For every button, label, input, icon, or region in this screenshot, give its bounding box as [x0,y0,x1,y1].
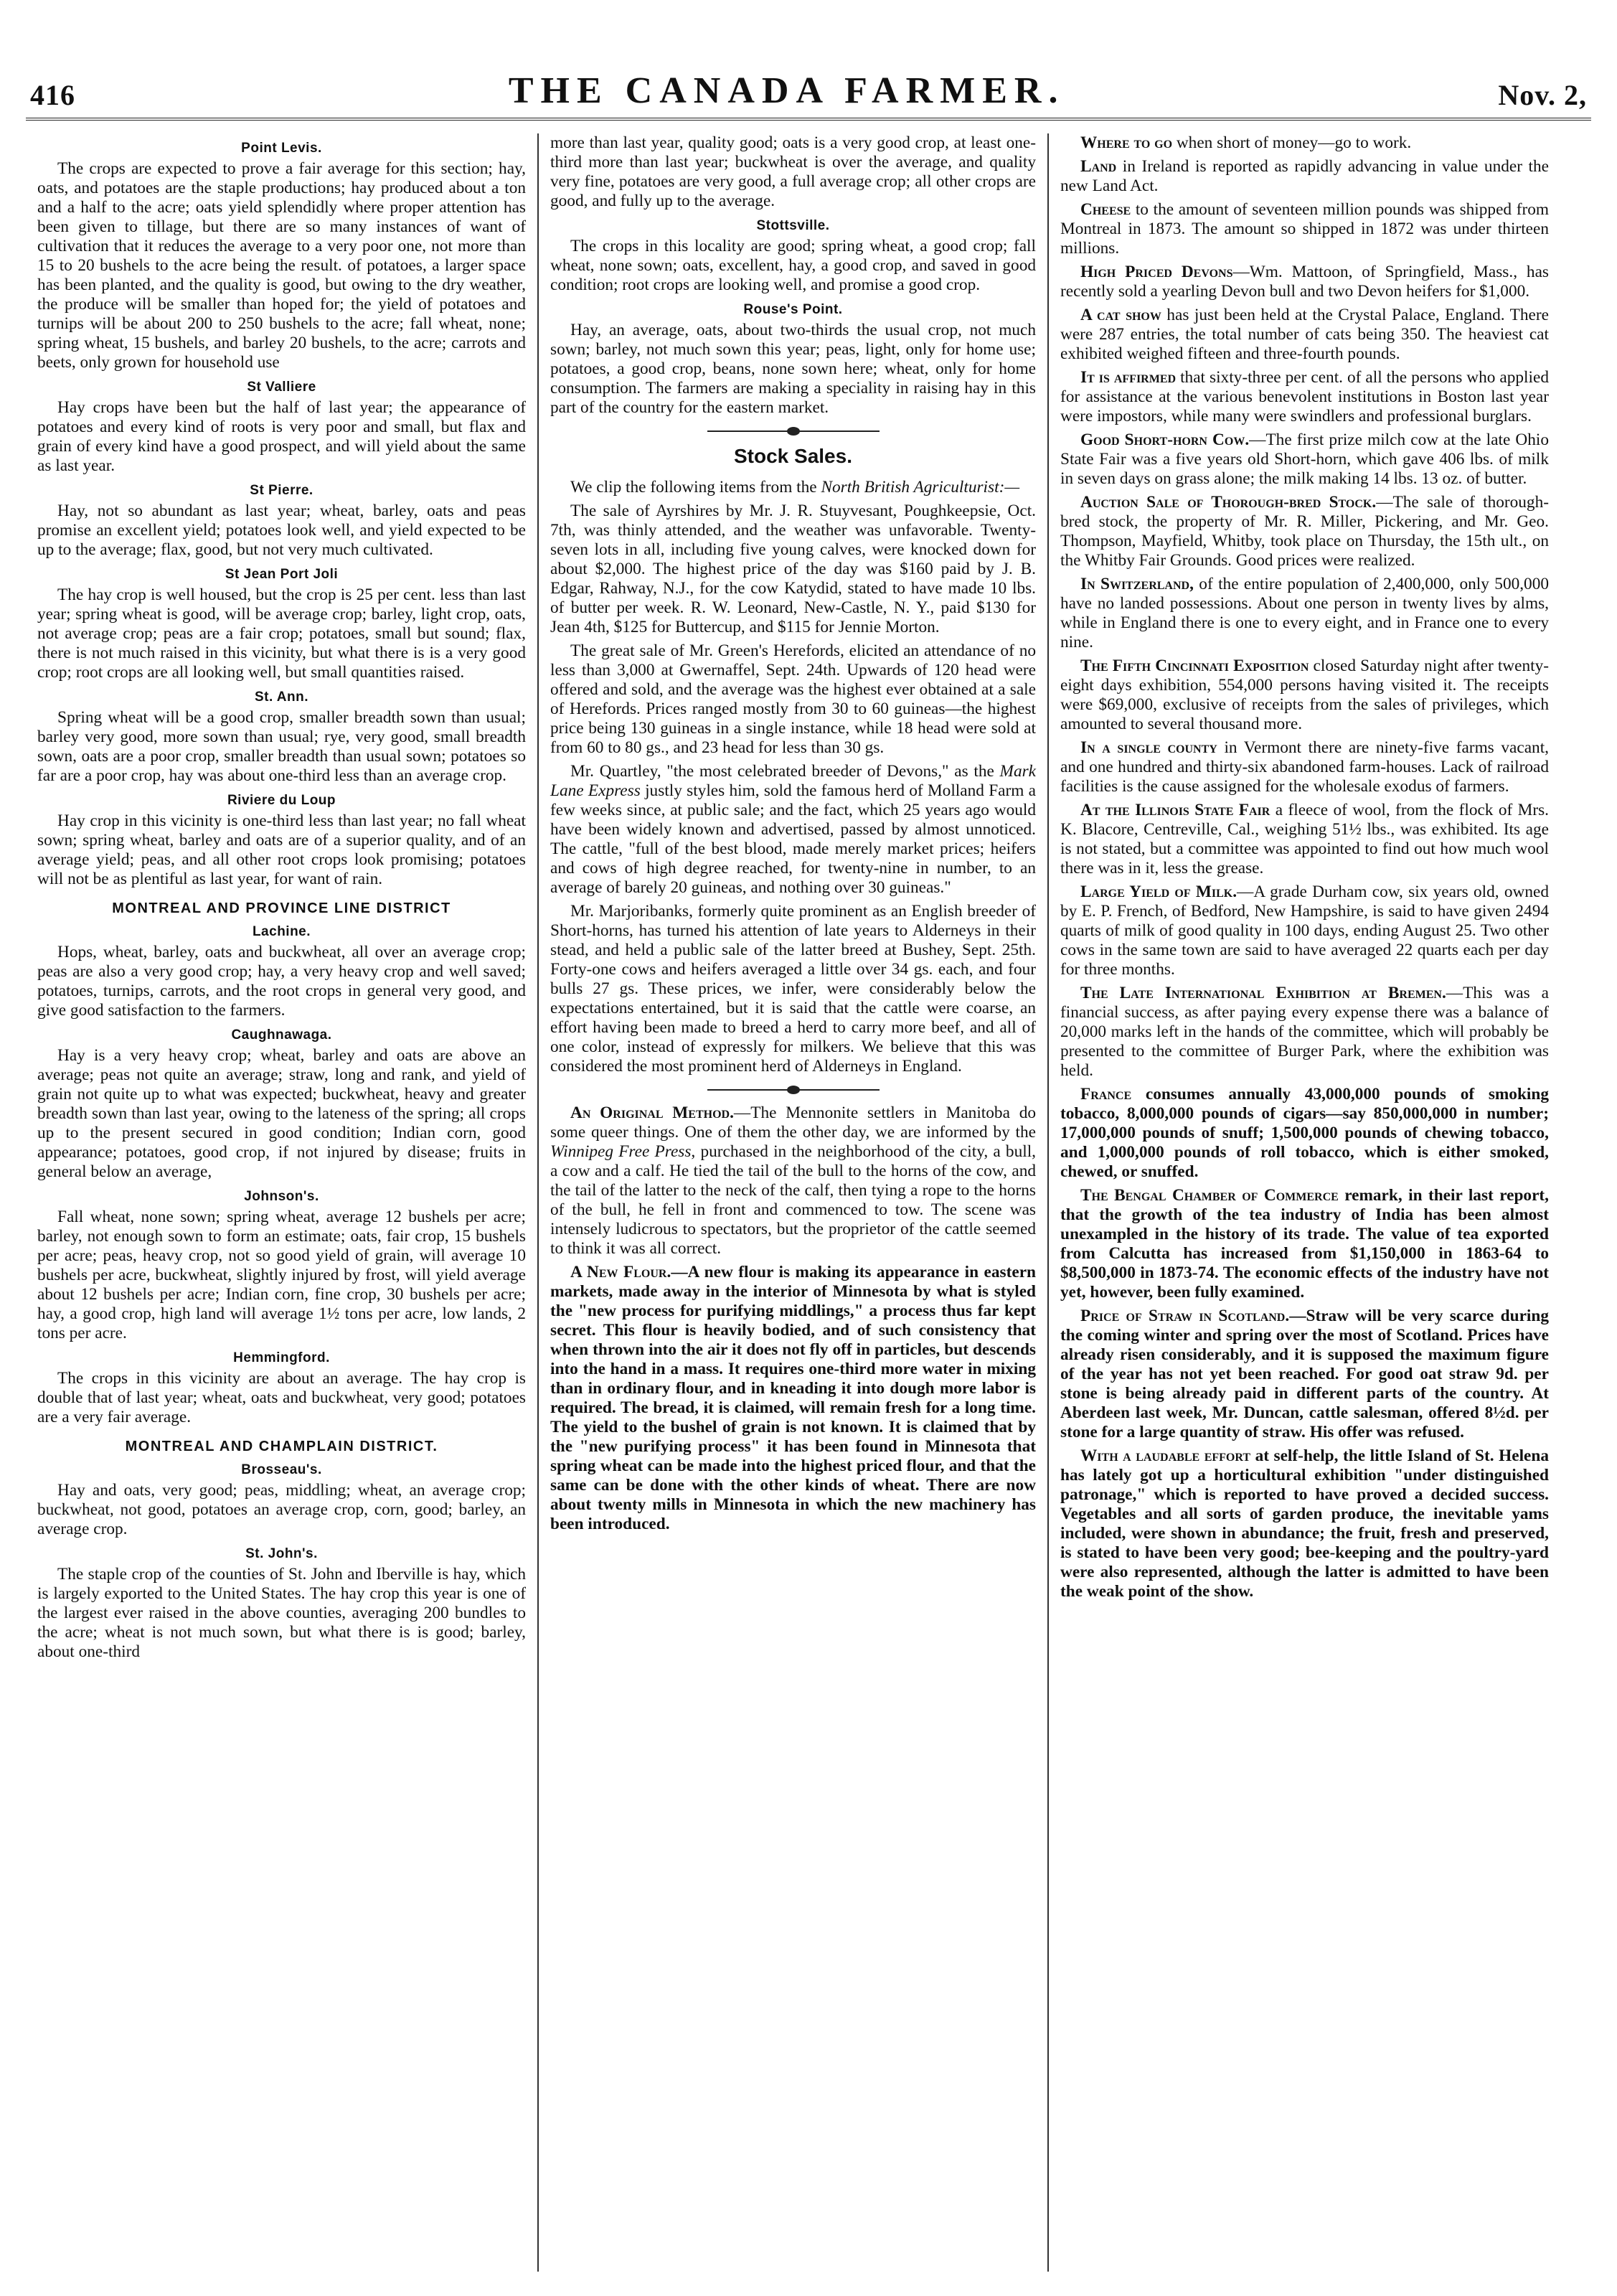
column-middle [537,133,1049,2272]
location-heading: St. Ann. [254,690,309,705]
item-text: has just been held at the Crystal Palace, England. There were 287 entries, the total number of cats being 350. The heaviest cat exhibited weighed fifteen and three-fourth pounds. [1060,306,1549,363]
crop-report: Hay, not so abundant as last year; wheat, barley, oats and peas promise an excellent yield; potatoes look well, and yield expected to be up to the average; flax, good, but not very much cultivated. [37,502,526,559]
item-lead: In Switzerland, [1080,575,1194,593]
crop-report: Hay and oats, very good; peas, middling; wheat, an average crop; buckwheat, not good, potatoes an average crop, corn, good; barley, an average crop. [37,1481,526,1538]
item-text: —The sale of thorough-bred stock, the property of Mr. R. Miller, Pickering, and Mr. Geo. Thompson, Mayfield, Whitby, took place on Thursday, the 15th ult., on the Whitby Fair Grounds. Good prices were realized. [1060,493,1549,570]
item-lead: Large Yield of Milk. [1080,883,1238,901]
item-text: that sixty-three per cent. of all the persons who applied for assistance at the various benevolent institutions in Boston last year were impostors, while many were swindlers and professional burglars. [1060,368,1549,425]
location-heading: St Pierre. [250,483,314,498]
article-paragraph: Mr. Marjoribanks, formerly quite prominent as an English breeder of Short-horns, has turned his attention of late years to Alderneys in their stead, and held a public sale of the latter breed at Bushey, Sept. 25th. Forty-one cows and heifers averaged a little over 34 gs. each, and four bulls 27 gs. These prices, we infer, were considerably below the expectations entertained, but it is said that the cattle were coarse, an effort having been made to breed a herd to carry more beef, and all of one color, instead of expressly for milkers. We believe that this was considered the most prominent herd of Alderneys in England. [550,902,1036,1076]
item-lead: France [1080,1085,1132,1104]
location-heading: Point Levis. [241,141,322,156]
intro-paragraph [550,478,1036,497]
masthead [26,43,1591,121]
location-heading: Hemmingford. [233,1350,330,1365]
item-text: remark, in their last report, that the growth of the tea industry of India has been almost unexampled in the history of its trade. The value of tea exported from Calcutta has increased from $1,150,000 in 1863-64 to $8,500,000 in 1873-74. The economic effects of the industry have not yet, however, been fully examined. [1060,1186,1550,1302]
news-item [1060,200,1549,258]
newspaper-title: THE CANADA FARMER. [508,70,1065,111]
column-left [26,133,537,2272]
crop-report: Hops, wheat, barley, oats and buckwheat, all over an average crop; peas are also a very good crop; hay, a very heavy crop and well saved; potatoes, turnips, carrots, and the root crops in general very good, and give good satisfaction to the farmers. [37,943,526,1020]
article-original-method [550,1104,1036,1258]
issue-date: Nov. 2, [1498,79,1587,111]
news-item [1060,738,1549,796]
article-headline: An Original Method. [570,1104,734,1122]
location-heading: St Valliere [247,380,316,395]
location-heading: Johnson's. [244,1189,319,1204]
item-text: in Vermont there are ninety-five farms vacant, and one hundred and thirty-six abandoned farm-houses. Lack of railroad facilities is the cause assigned for the wholesale exodus of farmers. [1060,738,1549,796]
article-headline: A New Flour. [570,1263,671,1281]
news-item [1060,1307,1549,1442]
news-item [1060,306,1549,364]
crop-report: Fall wheat, none sown; spring wheat, average 12 bushels per acre; barley, not enough sown to form an estimate; oats, fair crop, 15 bushels per acre; peas, heavy crop, not so good yield of grain, will average 10 bushels per acre, buckwheat, slightly injured by frost, will yield average about 12 bushels per acre; Indian corn, fine crop, 30 bushels per acre; hay, a good crop, high land will average 1½ tons per acre, low lands, 2 tons per acre. [37,1208,526,1342]
crop-report: The staple crop of the counties of St. John and Iberville is hay, which is largely exported to the United States. The hay crop this year is one of the largest ever raised in the above counties, averaging 200 bundles to the acre; wheat is not much sown, but what there is is good; barley, about one-third [37,1565,526,1661]
text-part: —The Mennonite settlers in Manitoba do some queer things. One of them the other day, we are informed by the [550,1104,1036,1142]
crop-report: Hay crop in this vicinity is one-third less than last year; no fall wheat sown; spring wheat, barley and oats are of a superior quality, and of an average yield; peas, and all other root crops look promising; potatoes will not be as plentiful as last year, for want of rain. [37,811,526,888]
item-text: —Wm. Mattoon, of Springfield, Mass., has recently sold a yearling Devon bull and two Devon heifers for $1,000. [1060,263,1549,301]
crop-report: The hay crop is well housed, but the crop is 25 per cent. less than last year; spring wheat is good, will be average crop; barley, light crop, oats, not average crop; peas are a fair crop; potatoes, small but sound; flax, there is not much raised in this vicinity, but what there is is a very good crop; root crops are all looking well, but small quantities raised. [37,585,526,682]
location-heading: Rouse's Point. [743,302,843,317]
news-item [1060,157,1549,196]
item-lead: The Late International Exhibition at Bremen. [1080,984,1446,1002]
item-lead: With a laudable effort [1080,1446,1251,1465]
item-lead: It is affirmed [1080,368,1177,387]
news-item [1060,368,1549,426]
item-text: a fleece of wool, from the flock of Mrs. K. Blacore, Centreville, Cal., weighing 51½ lbs., was exhibited. Its age is not stated, but a committee was appointed to find out how much wool there was in it, less the grease. [1060,801,1550,878]
crop-report: Spring wheat will be a good crop, smaller breadth sown than usual; barley very good, more sown than usual; rye, very good, small breadth sown, oats are a poor crop, smaller breadth than usual sown; potatoes so far are a poor crop, hay was about one-third less than an average crop. [37,708,526,785]
page-number: 416 [30,79,75,111]
item-lead: The Bengal Chamber of Commerce [1080,1186,1339,1205]
crop-report: Hay, an average, oats, about two-thirds the usual crop, not much sown; barley, not much sown this year; peas, light, only for home use; potatoes, a good crop, beans, none sown here; wheat, only for home consumption. The farmers are making a speciality in raising hay in this part of the country for the eastern market. [550,321,1036,417]
location-heading: St Jean Port Joli [225,567,339,582]
item-lead: The Fifth Cincinnati Exposition [1080,657,1309,675]
newspaper-page [26,43,1591,2274]
location-heading: Riviere du Loup [227,793,336,808]
item-text: in Ireland is reported as rapidly advancing in value under the new Land Act. [1060,157,1549,195]
district-heading: MONTREAL AND PROVINCE LINE DISTRICT [112,900,451,916]
news-item [1060,1186,1549,1302]
ornamental-rule [707,430,880,432]
item-text: —A grade Durham cow, six years old, owned by E. P. French, of Bedford, New Hampshire, is said to have given 2494 quarts of milk of good quality in 100 days, ending August 25. Two other cows in the same town are said to have averaged 22 quarts each per day for three months. [1060,883,1549,979]
item-lead: Price of Straw in Scotland. [1080,1307,1290,1325]
item-text: when short of money—go to work. [1172,133,1412,152]
item-lead: Auction Sale of Thorough-bred Stock. [1080,493,1377,512]
crop-report-continued: more than last year, quality good; oats is a very good crop, at least one-third more than last year; buckwheat is over the average, and quality very fine, potatoes are very good, a full average crop; all other crops are good, and fully up to the average. [550,133,1036,210]
crop-report: The crops are expected to prove a fair average for this section; hay, oats, and potatoes are the staple productions; hay produced about a ton and a half to the acre; oats yield splendidly where proper attention has been given to tillage, but there are so many instances of want of cultivation that it reduces the average to a very poor one, not more than 15 to 20 bushels to the acre being the result. of potatoes, a larger space has been planted, and the quality is good, but owing to the dry weather, the produce will be smaller than hoped for; the yield of potatoes and turnips will be about 200 to 250 bushels to the acre; fall wheat, none; spring wheat, 15 bushels, and barley 20 bushels, to the acre; carrots and beets, only grown for household use [37,159,526,372]
article-paragraph: The great sale of Mr. Green's Herefords, elicited an attendance of no less than 3,000 at Gwernaffel, Sept. 24th. Upwards of 120 head were offered and sold, and the average was the highest ever obtained at a sale of Herefords. Prices ranged mostly from 30 to 60 guineas—the highest price being 130 guineas in a single instance, while 18 head were sold at from 60 to 80 gs., and 23 head for less than 30 gs. [550,641,1036,757]
crop-report: Hay is a very heavy crop; wheat, barley and oats are above an average; peas not quite an average; straw, long and rank, and yield of grain not quite up to what was expected; buckwheat, heavy and greater breadth sown than last year, owing to the lateness of the spring; all crops up to the present secured in good condition; Indian corn, good appearance; potatoes, good crop, if not injured by disease; fruits in general below an average, [37,1046,526,1181]
item-lead: At the Illinois State Fair [1080,801,1270,819]
item-lead: In a single county [1080,738,1217,757]
location-heading: Lachine. [252,924,311,939]
item-lead: Good Short-horn Cow. [1080,430,1250,449]
text-part: Mr. Quartley, "the most celebrated breeder of Devons," as the [570,762,1000,781]
column-right [1049,133,1560,2272]
news-item [1060,801,1549,878]
source-title: Winnipeg Free Press [550,1142,692,1161]
item-text: —This was a financial success, as after paying every expense there was a balance of 20,000 marks left in the hands of the committee, which will probably be presented to the committee of Burger Park, where the exhibition was held. [1060,984,1549,1080]
location-heading: Brosseau's. [241,1462,322,1477]
news-item [1060,1085,1549,1182]
news-item [1060,133,1549,153]
source-title: Mark Lane Express [550,762,1036,800]
news-item [1060,575,1549,652]
item-lead: Land [1080,157,1117,176]
text-part: —A new flour is making its appearance in eastern markets, made away in the interior of Minnesota by what is styled the "new process for purifying middlings," a process thus far kept secret. This flour is heavily bodied, and of such consistency that when thrown into the air it does not fly off in particles, but descends into the hand in a mass. It requires one-third more water in mixing than in ordinary flour, and in kneading it into dough more labor is required. The bread, it is claimed, will remain fresh for a long time. The yield to the bushel of grain is not known. It is claimed that by the "new purifying process" it has been found in Minnesota that spring wheat can be made into the highest priced flour, and that the same can be done with the other kinds of wheat. There are now about twenty mills in Minnesota in which the new machinery has been introduced. [550,1263,1036,1533]
item-text: —The first prize milch cow at the late Ohio State Fair was a five years old Short-horn, which gave 406 lbs. of milk in seven days on grass alone; the milk making 14 lbs. 13 oz. of butter. [1060,430,1550,488]
item-lead: High Priced Devons [1080,263,1233,281]
article-new-flour [550,1263,1036,1534]
intro-text: We clip the following items from the [570,478,821,497]
item-lead: A cat show [1080,306,1161,324]
item-text: closed Saturday night after twenty-eight days exhibition, 554,000 persons having visited it. The receipts were $69,000, exclusive of receipts from the sales of privileges, which amounted to several thousand more. [1060,657,1549,733]
news-item [1060,984,1549,1081]
location-heading: Stottsville. [756,218,830,233]
news-item [1060,263,1549,301]
source-title: North British Agriculturist:— [821,478,1020,497]
columns [26,133,1591,2272]
news-item [1060,883,1549,979]
news-item [1060,1446,1549,1601]
item-text: of the entire population of 2,400,000, only 500,000 have no landed possessions. About one person in twenty lives by alms, while in England there is one to every eight, and in France one to every nine. [1060,575,1550,651]
item-lead: Where to go [1080,133,1173,152]
location-heading: Caughnawaga. [231,1027,332,1043]
crop-report: Hay crops have been but the half of last year; the appearance of potatoes and every kind of roots is very poor and small, but flax and grain of every kind have a good prospect, and will yield about the same as last year. [37,398,526,475]
text-part: justly styles him, sold the famous herd of Molland Farm a few weeks since, at public sale; and the fact, which 25 years ago would have been widely known and advertised, passed by almost unnoticed. The cattle, "full of the best blood, made merely market prices; heifers and cows of high degree reached, for twenty-nine in number, to an average of barely 20 guineas, and nothing over 30 guineas." [550,781,1037,897]
news-item [1060,430,1549,489]
item-text: to the amount of seventeen million pounds was shipped from Montreal in 1873. The amount so shipped in 1872 was under thirteen millions. [1060,200,1549,258]
item-lead: Cheese [1080,200,1131,219]
item-text: consumes annually 43,000,000 pounds of smoking tobacco, 8,000,000 pounds of cigars—say 850,000,000 in number; 17,000,000 pounds of snuff; 1,500,000 pounds of chewing tobacco, and 1,000,000 pounds of roll tobacco, which is either smoked, chewed, or snuffed. [1060,1085,1549,1181]
crop-report: The crops in this locality are good; spring wheat, a good crop; fall wheat, none sown; oats, excellent, hay, a good crop, and saved in good condition; root crops are looking well, and promise a good crop. [550,237,1036,294]
ornamental-rule [707,1089,880,1091]
news-item [1060,657,1549,734]
section-title-stock-sales: Stock Sales. [734,445,852,467]
crop-report: The crops in this vicinity are about an average. The hay crop is double that of last year; wheat, oats and buckwheat, very good; potatoes are a very fair average. [37,1369,526,1426]
item-text: at self-help, the little Island of St. Helena has lately got up a horticultural exhibition "under distinguished patronage," which is reported to have proved a decided success. Vegetables and all sorts of garden produce, the inevitable yams included, were shown in abundance; the fruit, fresh and preserved, is stated to have been very good; bee-keeping and the poultry-yard were also represented, although the latter is admitted to have been the weak point of the show. [1060,1446,1549,1601]
article-paragraph: The sale of Ayrshires by Mr. J. R. Stuyvesant, Poughkeepsie, Oct. 7th, was thinly attended, and the weather was unfavorable. Twenty-seven lots in all, including five young calves, were knocked down for about $2,000. The highest price of the day was $160 paid by J. B. Edgar, Rahway, N.J., for the cow Katydid, stated to have made 10 lbs. of butter per week. R. W. Leonard, New-Castle, N. Y., paid $130 for Jean 4th, $125 for Buttercup, and $115 for Jennie Morton. [550,502,1036,636]
text-part: , purchased in the neighborhood of the city, a bull, a cow and a calf. He tied the tail of the bull to the horns of the cow, and the tail of the latter to the neck of the calf, then tying a rope to the horns of the bull, he fell in front and commenced to tow. The scene was intensely ludicrous to spectators, but the proprietor of the cattle seemed to think it was all correct. [550,1142,1036,1258]
article-paragraph [550,762,1036,898]
district-heading: MONTREAL AND CHAMPLAIN DISTRICT. [125,1439,438,1454]
news-item [1060,493,1549,570]
item-text: —Straw will be very scarce during the coming winter and spring over the most of Scotland. Prices have already risen considerably, and it is supposed the maximum figure of the year has not yet been reached. For good oat straw 9d. per stone is being already paid in different parts of the country. At Aberdeen last week, Mr. Duncan, cattle salesman, offered 8½d. per stone for a large quantity of straw. His offer was refused. [1060,1307,1549,1441]
location-heading: St. John's. [245,1546,318,1561]
